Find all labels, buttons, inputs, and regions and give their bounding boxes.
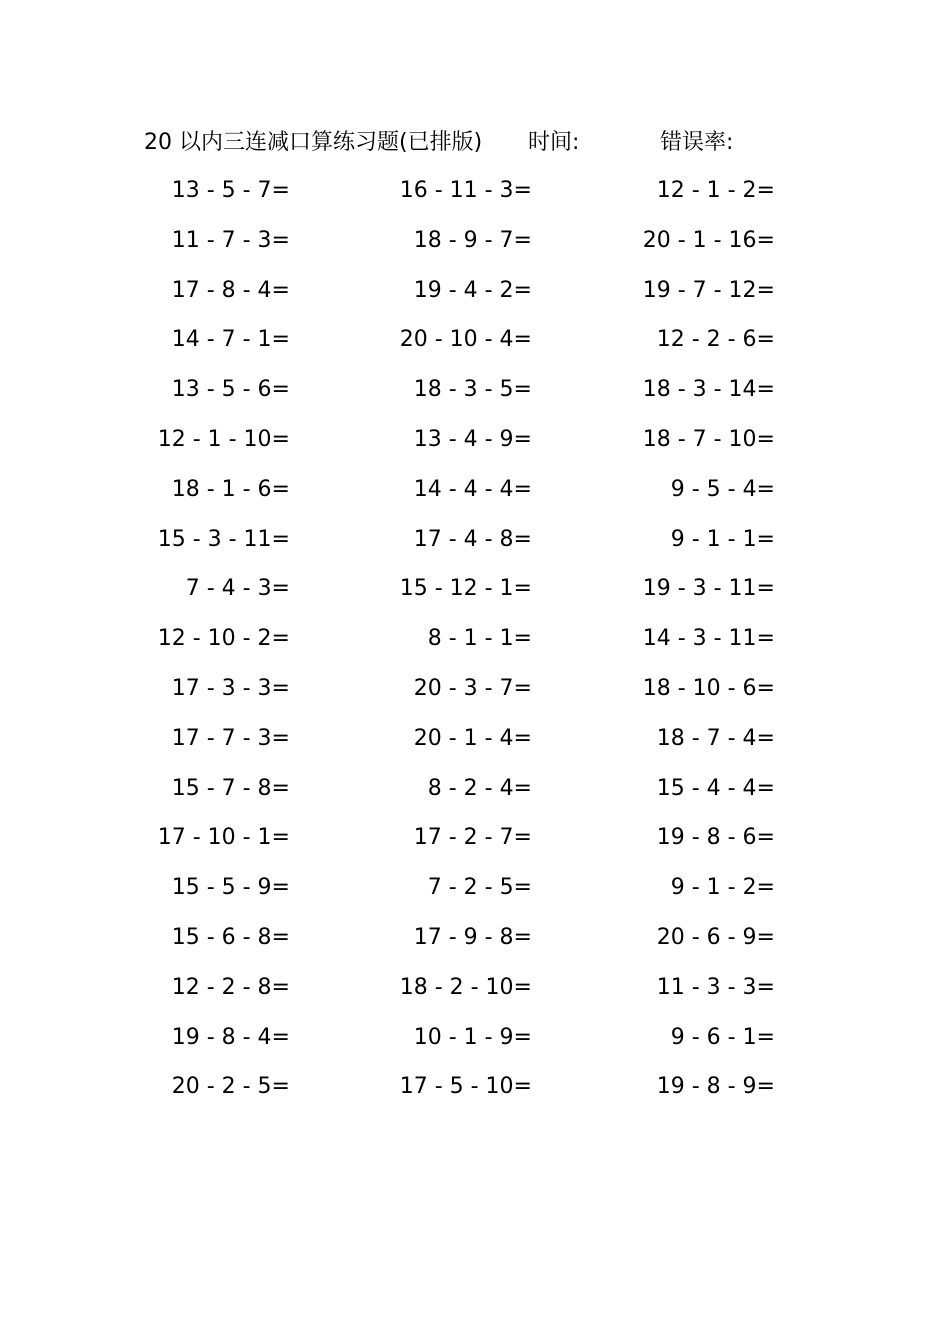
problem-item: 14 - 4 - 4= <box>413 476 532 502</box>
problem-item: 18 - 3 - 5= <box>413 377 532 403</box>
problem-item: 17 - 5 - 10= <box>399 1074 532 1100</box>
problem-item: 15 - 5 - 9= <box>171 875 290 901</box>
problem-row <box>0 423 950 473</box>
problem-item: 9 - 6 - 1= <box>670 1024 775 1050</box>
problem-item: 15 - 3 - 11= <box>157 526 290 552</box>
problem-item: 12 - 2 - 6= <box>656 327 775 353</box>
problem-item: 18 - 2 - 10= <box>399 974 532 1000</box>
problem-item: 17 - 8 - 4= <box>171 277 290 303</box>
problem-item: 19 - 3 - 11= <box>642 576 775 602</box>
problem-grid <box>0 174 950 1120</box>
problem-item: 11 - 3 - 3= <box>656 974 775 1000</box>
problem-item: 18 - 1 - 6= <box>171 476 290 502</box>
problem-item: 20 - 1 - 4= <box>413 725 532 751</box>
problem-row <box>0 1021 950 1071</box>
problem-item: 20 - 2 - 5= <box>171 1074 290 1100</box>
problem-row <box>0 473 950 523</box>
problem-item: 9 - 5 - 4= <box>670 476 775 502</box>
problem-item: 18 - 9 - 7= <box>413 227 532 253</box>
problem-item: 13 - 4 - 9= <box>413 426 532 452</box>
problem-row <box>0 622 950 672</box>
problem-item: 18 - 10 - 6= <box>642 675 775 701</box>
problem-item: 7 - 2 - 5= <box>427 875 532 901</box>
problem-item: 17 - 3 - 3= <box>171 675 290 701</box>
problem-row <box>0 224 950 274</box>
problem-row <box>0 1070 950 1120</box>
problem-item: 15 - 7 - 8= <box>171 775 290 801</box>
problem-item: 16 - 11 - 3= <box>399 178 532 203</box>
problem-row <box>0 921 950 971</box>
problem-item: 11 - 7 - 3= <box>171 227 290 253</box>
problem-item: 15 - 4 - 4= <box>656 775 775 801</box>
problem-item: 18 - 3 - 14= <box>642 377 775 403</box>
problem-item: 9 - 1 - 2= <box>670 875 775 901</box>
problem-item: 8 - 2 - 4= <box>427 775 532 801</box>
worksheet-title: 20 以内三连减口算练习题(已排版) <box>144 130 483 155</box>
problem-item: 12 - 1 - 2= <box>656 178 775 203</box>
problem-item: 10 - 1 - 9= <box>413 1024 532 1050</box>
problem-item: 17 - 4 - 8= <box>413 526 532 552</box>
problem-item: 13 - 5 - 6= <box>171 377 290 403</box>
problem-row <box>0 672 950 722</box>
problem-item: 14 - 3 - 11= <box>642 626 775 652</box>
problem-row <box>0 971 950 1021</box>
problem-item: 19 - 8 - 4= <box>171 1024 290 1050</box>
problem-item: 20 - 10 - 4= <box>399 327 532 353</box>
problem-item: 17 - 9 - 8= <box>413 924 532 950</box>
problem-item: 13 - 5 - 7= <box>171 178 290 203</box>
problem-item: 12 - 2 - 8= <box>171 974 290 1000</box>
problem-item: 17 - 2 - 7= <box>413 825 532 851</box>
problem-item: 20 - 6 - 9= <box>656 924 775 950</box>
problem-row <box>0 722 950 772</box>
problem-item: 19 - 8 - 9= <box>656 1074 775 1100</box>
problem-item: 17 - 7 - 3= <box>171 725 290 751</box>
problem-item: 19 - 7 - 12= <box>642 277 775 303</box>
error-rate-label: 错误率: <box>660 130 734 155</box>
problem-row <box>0 174 950 224</box>
problem-row <box>0 523 950 573</box>
problem-item: 18 - 7 - 10= <box>642 426 775 452</box>
problem-item: 12 - 10 - 2= <box>157 626 290 652</box>
problem-item: 15 - 12 - 1= <box>399 576 532 602</box>
problem-item: 12 - 1 - 10= <box>157 426 290 452</box>
problem-row <box>0 373 950 423</box>
problem-row <box>0 871 950 921</box>
problem-item: 18 - 7 - 4= <box>656 725 775 751</box>
problem-row <box>0 572 950 622</box>
problem-item: 19 - 4 - 2= <box>413 277 532 303</box>
problem-row <box>0 274 950 324</box>
problem-item: 14 - 7 - 1= <box>171 327 290 353</box>
problem-row <box>0 323 950 373</box>
problem-item: 8 - 1 - 1= <box>427 626 532 652</box>
problem-item: 15 - 6 - 8= <box>171 924 290 950</box>
problem-item: 20 - 1 - 16= <box>642 227 775 253</box>
problem-row <box>0 772 950 822</box>
problem-item: 9 - 1 - 1= <box>670 526 775 552</box>
problem-item: 7 - 4 - 3= <box>185 576 290 602</box>
problem-item: 20 - 3 - 7= <box>413 675 532 701</box>
time-label: 时间: <box>528 130 580 155</box>
problem-row <box>0 821 950 871</box>
worksheet-header <box>0 127 950 159</box>
problem-item: 19 - 8 - 6= <box>656 825 775 851</box>
problem-item: 17 - 10 - 1= <box>157 825 290 851</box>
